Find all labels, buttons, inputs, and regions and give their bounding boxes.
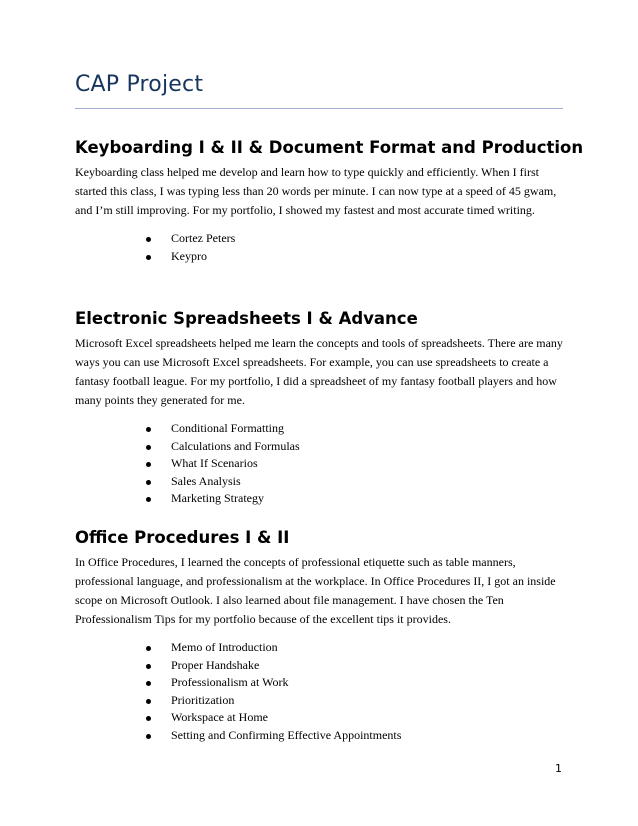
list-item [146, 692, 565, 710]
list-item-label: Marketing Strategy [171, 491, 264, 505]
bullet-icon [146, 681, 151, 686]
list-item [146, 230, 565, 248]
list-item [146, 639, 565, 657]
list-item [146, 473, 565, 491]
bullet-icon [146, 699, 151, 704]
bullet-icon [146, 255, 151, 260]
page-number: 1 [555, 762, 562, 775]
list-item-label: Cortez Peters [171, 231, 236, 245]
bullet-icon [146, 497, 151, 502]
list-item-label: What If Scenarios [171, 456, 258, 470]
list-item-label: Calculations and Formulas [171, 438, 300, 453]
list-item-label: Keypro [171, 248, 207, 263]
list-item-label: Sales Analysis [171, 473, 241, 488]
bullet-list [75, 230, 565, 265]
section-keyboarding [75, 138, 584, 265]
bullet-icon [146, 427, 151, 432]
bullet-icon [146, 462, 151, 467]
bullet-icon [146, 480, 151, 485]
list-item [146, 490, 565, 508]
list-item-label: Workspace at Home [171, 710, 268, 724]
list-item [146, 674, 565, 692]
section-heading: Office Procedures I & II [75, 528, 290, 547]
list-item-label: Conditional Formatting [171, 421, 284, 435]
list-item [146, 727, 565, 745]
bullet-icon [146, 445, 151, 450]
bullet-icon [146, 734, 151, 739]
list-item-label: Setting and Confirming Effective Appointments [171, 727, 402, 742]
section-heading: Keyboarding I & II & Document Format and Production [75, 138, 584, 157]
section-office-procedures [75, 528, 565, 744]
list-item-label: Memo of Introduction [171, 640, 278, 654]
list-item-label: Professionalism at Work [171, 675, 289, 689]
document-title: CAP Project [75, 72, 204, 97]
list-item-label: Proper Handshake [171, 657, 260, 672]
bullet-icon [146, 646, 151, 651]
section-heading: Electronic Spreadsheets I & Advance [75, 309, 418, 328]
section-body: In Office Procedures, I learned the concepts of professional etiquette such as table manners, professional language, and professionalism at the workplace. In Office Procedures II, I got an inside scope on Microsoft Outlook. I also learned about file management. I have chosen the Ten Professionalism Tips for my portfolio because of the excellent tips it provides. [75, 555, 556, 626]
list-item [146, 438, 565, 456]
section-body: Keyboarding class helped me develop and learn how to type quickly and efficiently. When I first started this class, I was typing less than 20 words per minute. I can now type at a speed of 45 gwam, and I’m still improving. For my portfolio, I showed my fastest and most accurate timed writing. [75, 165, 557, 217]
bullet-icon [146, 716, 151, 721]
bullet-icon [146, 237, 151, 242]
bullet-icon [146, 664, 151, 669]
section-body: Microsoft Excel spreadsheets helped me learn the concepts and tools of spreadsheets. There are many ways you can use Microsoft Excel spreadsheets. For example, you can use spreadsheets to create a fantasy football league. For my portfolio, I did a spreadsheet of my fantasy football players and how many points they generated for me. [75, 336, 563, 407]
list-item [146, 455, 565, 473]
bullet-list [75, 420, 565, 508]
list-item-label: Prioritization [171, 692, 235, 707]
title-underline [75, 108, 563, 109]
list-item [146, 420, 565, 438]
list-item [146, 248, 565, 266]
list-item [146, 657, 565, 675]
bullet-list [75, 639, 565, 744]
list-item [146, 709, 565, 727]
section-spreadsheets [75, 309, 565, 508]
